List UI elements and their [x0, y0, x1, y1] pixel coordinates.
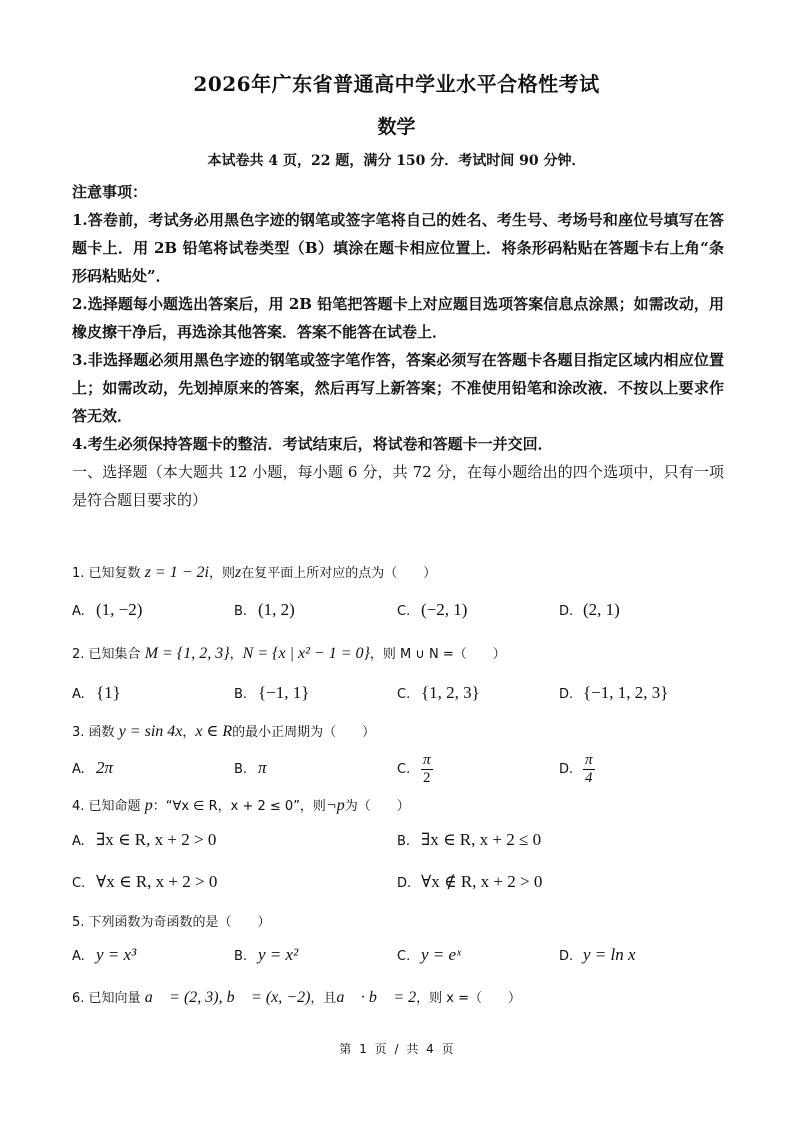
option-d[interactable]: D. (2, 1)	[559, 600, 620, 619]
option-a[interactable]: A. y = x³	[72, 945, 137, 964]
fraction: $\frac{\pi}{4}$	[585, 752, 593, 786]
option-b[interactable]: B. y = x²	[234, 945, 299, 964]
option-c[interactable]: C. $\frac{\pi}{2}$	[397, 752, 431, 786]
question-2: 2. 已知集合 M = {1, 2, 3}，N = {x | x² − 1 = 0}，则 M ∪ N =（ ）	[72, 645, 506, 662]
question-4-options-row2	[72, 872, 722, 902]
option-a[interactable]: A. 2π	[72, 758, 114, 777]
option-c[interactable]: C. ∀x ∈ R, x + 2 > 0	[72, 872, 218, 891]
question-1: 1. 已知复数 z = 1 − 2i，则z在复平面上所对应的点为（ ）	[72, 564, 437, 581]
option-d[interactable]: D. {−1, 1, 2, 3}	[559, 683, 669, 702]
fraction: $\frac{\pi}{2}$	[423, 752, 431, 786]
exam-title: 2026年广东省普通高中学业水平合格性考试	[193, 72, 600, 96]
option-a[interactable]: A. ∃x ∈ R, x + 2 > 0	[72, 830, 217, 849]
option-c[interactable]: C. (−2, 1)	[397, 600, 468, 619]
option-c[interactable]: C. {1, 2, 3}	[397, 683, 480, 702]
notice-item-2: 2.选择题每小题选出答案后，用 2B 铅笔把答题卡上对应题目选项答案信息点涂黑；如需改动，用橡皮擦干净后，再选涂其他答案．答案不能答在试卷上．	[72, 295, 724, 341]
question-4-options-row1	[72, 830, 722, 860]
option-b[interactable]: B. π	[234, 758, 267, 777]
option-a[interactable]: A. {1}	[72, 683, 121, 702]
option-b[interactable]: B. ∃x ∈ R, x + 2 ≤ 0	[397, 830, 542, 849]
exam-meta: 本试卷共 4 页，22 题，满分 150 分．考试时间 90 分钟．	[207, 153, 586, 169]
question-5: 5. 下列函数为奇函数的是（ ）	[72, 915, 271, 930]
section-heading: 一、选择题（本大题共 12 小题，每小题 6 分，共 72 分，在每小题给出的四个选项中，只有一项是符合题目要求的）	[72, 463, 724, 509]
notice-heading: 注意事项：	[72, 183, 148, 201]
question-6: 6. 已知向量 a⃗ = (2, 3), b⃗ = (x, −2)，且a⃗ · b⃗ = 2，则 x =（ ）	[72, 989, 521, 1006]
option-b[interactable]: B. (1, 2)	[234, 600, 295, 619]
notice-item-4: 4.考生必须保持答题卡的整洁．考试结束后，将试卷和答题卡一并交回．	[72, 435, 553, 453]
notice-item-3: 3.非选择题必须用黑色字迹的钢笔或签字笔作答，答案必须写在答题卡各题目指定区域内相应位置上；如需改动，先划掉原来的答案，然后再写上新答案；不准使用铅笔和涂改液．不按以上要求作答无效．	[72, 351, 724, 425]
question-2-options	[72, 683, 722, 713]
option-c[interactable]: C. y = eˣ	[397, 945, 461, 964]
page-indicator: 第 1 页 / 共 4 页	[339, 1042, 454, 1056]
option-d[interactable]: D. $\frac{\pi}{4}$	[559, 752, 593, 786]
option-b[interactable]: B. {−1, 1}	[234, 683, 310, 702]
option-a[interactable]: A. (1, −2)	[72, 600, 143, 619]
question-1-options	[72, 600, 722, 630]
exam-subject: 数学	[377, 116, 416, 138]
option-d[interactable]: D. y = ln x	[559, 945, 636, 964]
question-3-options	[72, 752, 722, 792]
option-d[interactable]: D. ∀x ∉ R, x + 2 > 0	[397, 872, 543, 891]
question-3: 3. 函数 y = sin 4x，x ∈ R的最小正周期为（ ）	[72, 723, 376, 740]
notice-item-1: 1.答卷前，考试务必用黑色字迹的钢笔或签字笔将自己的姓名、考生号、考场号和座位号填写在答题卡上．用 2B 铅笔将试卷类型（B）填涂在题卡相应位置上．将条形码粘贴在答题卡右上角“条形码粘贴处”．	[72, 211, 724, 285]
question-4: 4. 已知命题 p：“∀x ∈ R，x + 2 ≤ 0”，则¬p为（ ）	[72, 797, 410, 814]
question-5-options	[72, 945, 722, 975]
question-math: z = 1 − 2i	[144, 564, 209, 581]
notice-block	[72, 178, 724, 514]
